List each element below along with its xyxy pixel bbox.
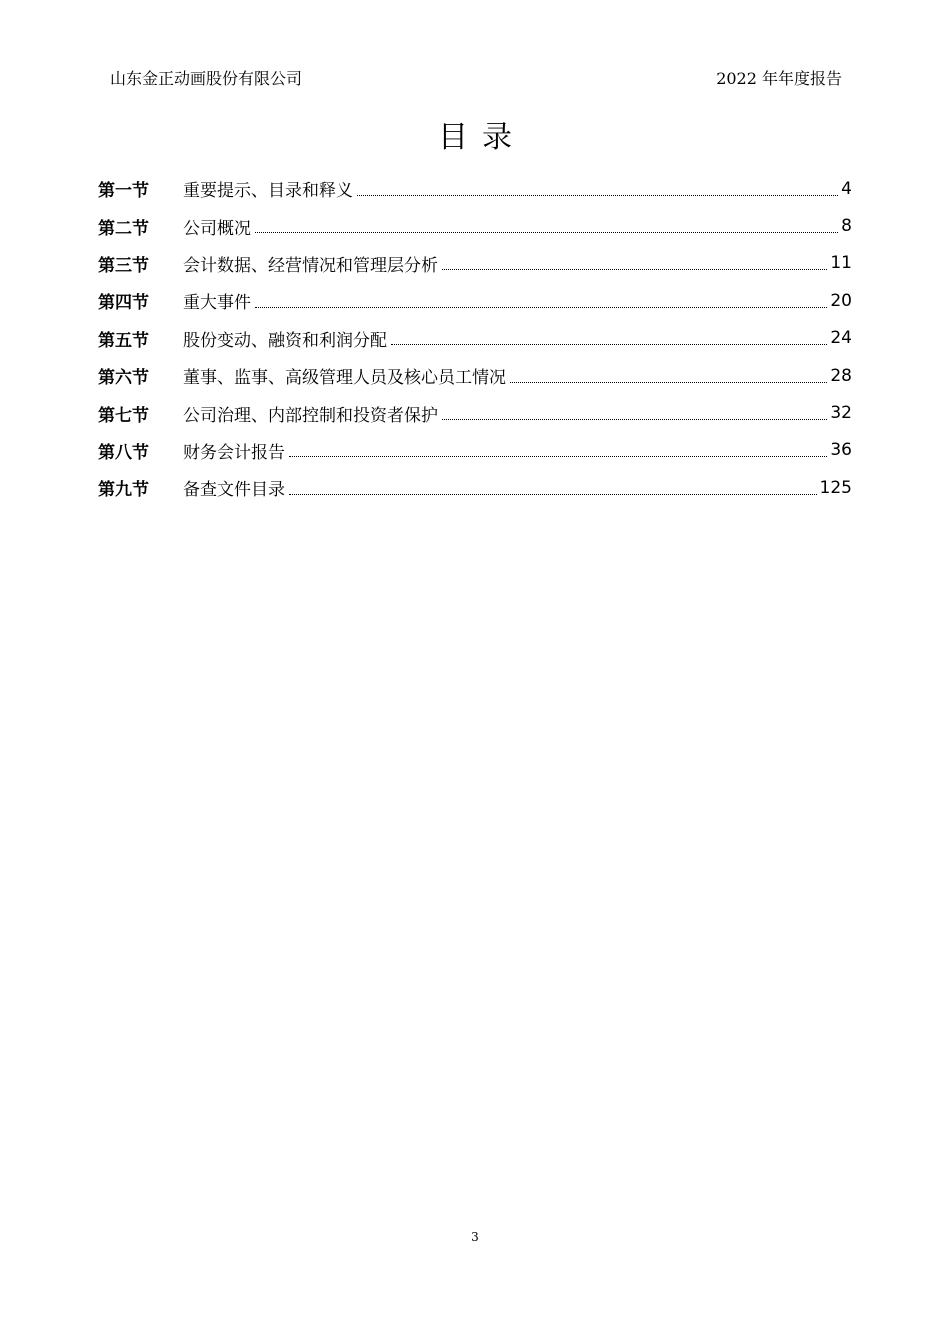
- toc-section-number: 第九节: [98, 480, 149, 501]
- page-title: 目录: [438, 120, 526, 155]
- toc-entry[interactable]: [98, 357, 852, 394]
- toc-page-number: 32: [830, 403, 852, 424]
- toc-entry[interactable]: [98, 394, 852, 431]
- report-title: 2022 年年度报告: [716, 69, 842, 88]
- dot-leader: [289, 440, 827, 460]
- toc-section-number: 第六节: [98, 368, 149, 389]
- toc-section-title: 重大事件: [183, 293, 251, 314]
- toc-section-number: 第七节: [98, 405, 149, 426]
- toc-page-number: 28: [830, 365, 852, 386]
- toc-entry[interactable]: [98, 320, 852, 357]
- toc-entry[interactable]: [98, 432, 852, 469]
- toc-section-title: 会计数据、经营情况和管理层分析: [183, 255, 438, 276]
- toc-page-number: 20: [830, 290, 852, 311]
- toc-section-title: 财务会计报告: [183, 442, 285, 463]
- toc-section-title: 公司治理、内部控制和投资者保护: [183, 405, 438, 426]
- dot-leader: [255, 216, 838, 236]
- toc-entry[interactable]: [98, 245, 852, 282]
- toc-page-number: 11: [830, 253, 852, 274]
- toc-section-title: 重要提示、目录和释义: [183, 181, 353, 202]
- dot-leader: [357, 179, 838, 199]
- toc-page-number: 8: [841, 216, 852, 237]
- dot-leader: [391, 328, 827, 348]
- toc-entry[interactable]: [98, 469, 852, 506]
- dot-leader: [289, 478, 817, 498]
- toc-section-title: 公司概况: [183, 218, 251, 239]
- toc-section-title: 备查文件目录: [183, 480, 285, 501]
- toc-section-number: 第八节: [98, 442, 149, 463]
- toc-section-number: 第四节: [98, 293, 149, 314]
- toc-section-number: 第三节: [98, 255, 149, 276]
- dot-leader: [510, 366, 827, 386]
- toc-entry[interactable]: [98, 282, 852, 319]
- toc-section-title: 股份变动、融资和利润分配: [183, 330, 387, 351]
- toc-entry[interactable]: [98, 207, 852, 244]
- page-header: [110, 68, 842, 92]
- toc-section-number: 第二节: [98, 218, 149, 239]
- toc-entry[interactable]: [98, 170, 852, 207]
- dot-leader: [255, 291, 827, 311]
- toc-section-title: 董事、监事、高级管理人员及核心员工情况: [183, 368, 506, 389]
- toc-page-number: 125: [819, 477, 852, 498]
- toc-section-number: 第五节: [98, 330, 149, 351]
- toc-section-number: 第一节: [98, 181, 149, 202]
- dot-leader: [442, 403, 827, 423]
- company-name: 山东金正动画股份有限公司: [110, 69, 303, 88]
- toc-page-number: 4: [841, 178, 852, 199]
- toc-page-number: 24: [830, 328, 852, 349]
- toc-page-number: 36: [830, 440, 852, 461]
- footer-page-number: 3: [471, 1230, 479, 1244]
- dot-leader: [442, 253, 827, 273]
- table-of-contents: [98, 170, 852, 507]
